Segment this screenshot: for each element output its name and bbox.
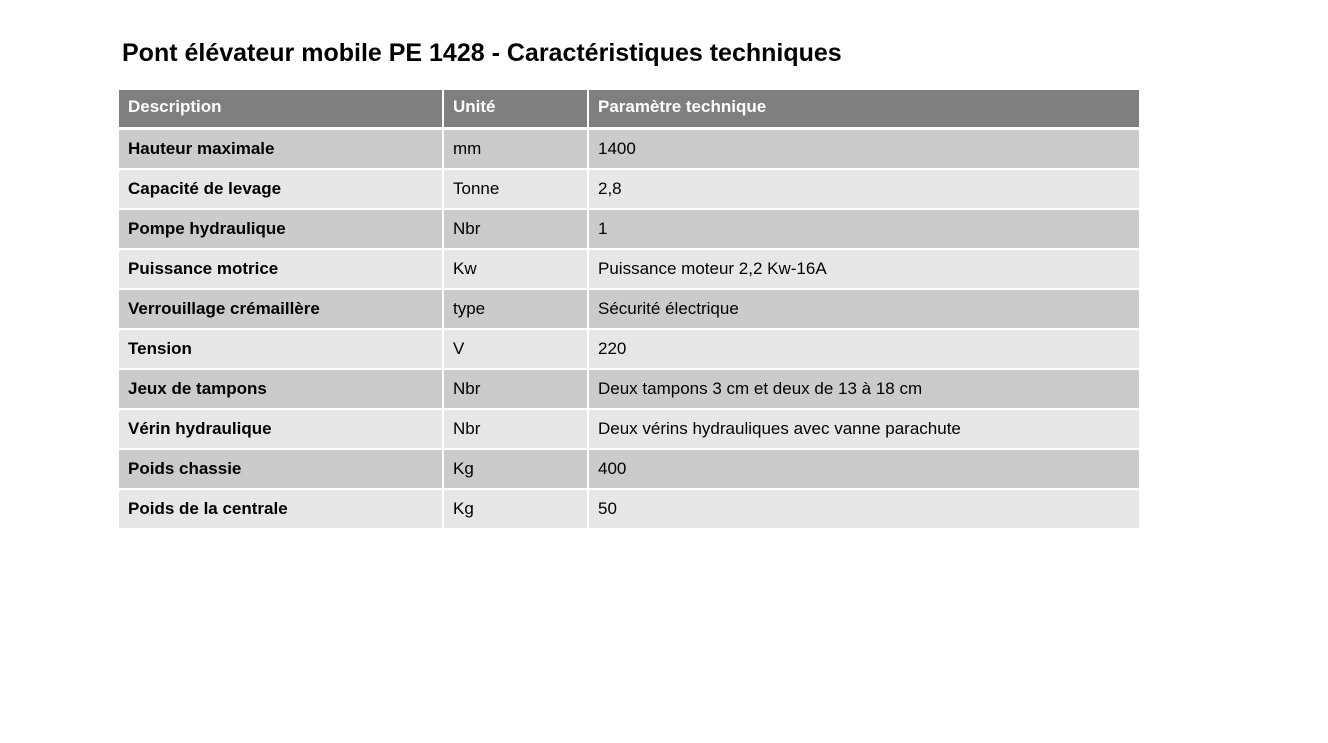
spec-table [119, 90, 1139, 528]
row-parameter: Sécurité électrique [588, 289, 1139, 329]
row-parameter: 220 [588, 329, 1139, 369]
row-parameter: 1 [588, 209, 1139, 249]
row-parameter: 400 [588, 449, 1139, 489]
row-unit: Nbr [443, 209, 588, 249]
row-description: Puissance motrice [119, 249, 443, 289]
table-body [119, 128, 1139, 528]
table-header-row [119, 90, 1139, 128]
table-row [119, 249, 1139, 289]
row-parameter: Deux vérins hydrauliques avec vanne parachute [588, 409, 1139, 449]
table-row [119, 449, 1139, 489]
row-parameter: Deux tampons 3 cm et deux de 13 à 18 cm [588, 369, 1139, 409]
row-description: Poids de la centrale [119, 489, 443, 528]
table-row [119, 409, 1139, 449]
row-description: Tension [119, 329, 443, 369]
row-parameter: 50 [588, 489, 1139, 528]
table-row [119, 169, 1139, 209]
row-description: Verrouillage crémaillère [119, 289, 443, 329]
row-parameter: 1400 [588, 128, 1139, 169]
table-header [119, 90, 1139, 128]
row-unit: Tonne [443, 169, 588, 209]
header-parameter: Paramètre technique [588, 90, 1139, 128]
row-unit: Kg [443, 449, 588, 489]
row-description: Vérin hydraulique [119, 409, 443, 449]
row-unit: V [443, 329, 588, 369]
row-description: Capacité de levage [119, 169, 443, 209]
row-unit: Nbr [443, 369, 588, 409]
row-description: Hauteur maximale [119, 128, 443, 169]
row-description: Jeux de tampons [119, 369, 443, 409]
table-row [119, 329, 1139, 369]
header-description: Description [119, 90, 443, 128]
table-row [119, 489, 1139, 528]
table-row [119, 369, 1139, 409]
header-unit: Unité [443, 90, 588, 128]
row-parameter: Puissance moteur 2,2 Kw-16A [588, 249, 1139, 289]
row-unit: Kg [443, 489, 588, 528]
row-description: Pompe hydraulique [119, 209, 443, 249]
table-row [119, 289, 1139, 329]
row-unit: Nbr [443, 409, 588, 449]
row-unit: type [443, 289, 588, 329]
row-unit: mm [443, 128, 588, 169]
row-parameter: 2,8 [588, 169, 1139, 209]
table-row [119, 209, 1139, 249]
page-title: Pont élévateur mobile PE 1428 - Caractéristiques techniques [122, 39, 842, 67]
row-unit: Kw [443, 249, 588, 289]
row-description: Poids chassie [119, 449, 443, 489]
table-row [119, 128, 1139, 169]
